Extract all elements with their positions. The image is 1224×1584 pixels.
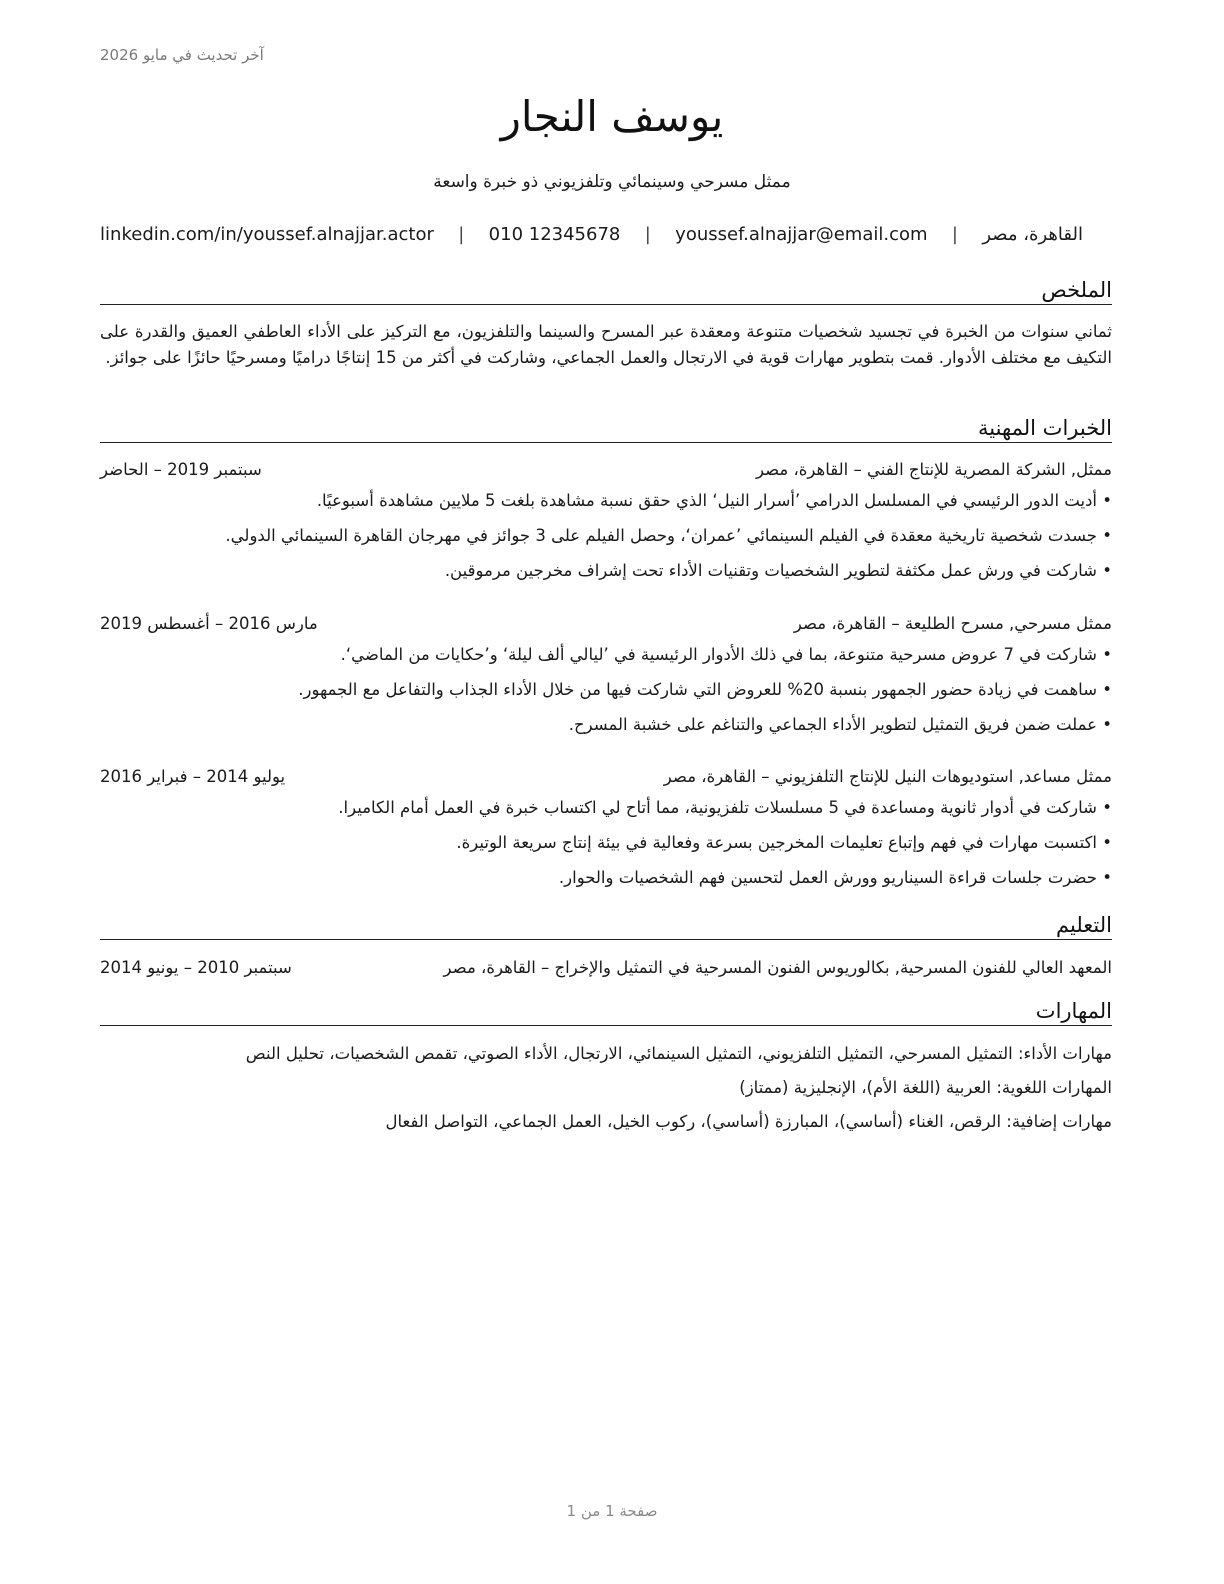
contact-separator: | (458, 224, 465, 245)
education-dates: سبتمبر 2010 – يونيو 2014 (100, 958, 292, 977)
contact-separator: | (951, 224, 958, 245)
candidate-tagline: ممثل مسرحي وسينمائي وتلفزيوني ذو خبرة واسعة (433, 172, 791, 192)
experience-bullet: • ساهمت في زيادة حضور الجمهور بنسبة 20% للعروض التي شاركت فيها من خلال الأداء الجذاب والتفاعل مع الجمهور. (100, 679, 1112, 701)
skills-line: مهارات الأداء: التمثيل المسرحي، التمثيل التلفزيوني، التمثيل السينمائي، الارتجال، الأداء الصوتي، تقمص الشخصيات، تحليل النص (245, 1044, 1112, 1063)
experience-dates: مارس 2016 – أغسطس 2019 (100, 614, 318, 633)
contact-location: القاهرة، مصر (982, 224, 1083, 245)
experience-dates: يوليو 2014 – فبراير 2016 (100, 767, 286, 786)
experience-header (100, 613, 1112, 635)
experience-title: ممثل, الشركة المصرية للإنتاج الفني – القاهرة، مصر (755, 460, 1112, 479)
education-entry (100, 957, 1112, 979)
experience-bullet: • شاركت في أدوار ثانوية ومساعدة في 5 مسلسلات تلفزيونية، مما أتاح لي اكتساب خبرة في العمل أمام الكاميرا. (100, 797, 1112, 819)
experience-bullet: • شاركت في 7 عروض مسرحية متنوعة، بما في ذلك الأدوار الرئيسية في ’ليالي ألف ليلة‘ و’حكايات من الماضي‘. (100, 644, 1112, 666)
experience-bullet: • جسدت شخصية تاريخية معقدة في الفيلم السينمائي ’عمران‘، وحصل الفيلم على 3 جوائز في مهرجان القاهرة السينمائي الدولي. (100, 525, 1112, 547)
experience-title: ممثل مساعد, استوديوهات النيل للإنتاج التلفزيوني – القاهرة، مصر (663, 767, 1112, 786)
contact-phone[interactable]: 010 12345678 (488, 224, 621, 245)
section-title-skills: المهارات (100, 998, 1112, 1026)
experience-dates: سبتمبر 2019 – الحاضر (100, 460, 262, 479)
skills-line: مهارات إضافية: الرقص، الغناء (أساسي)، المبارزة (أساسي)، ركوب الخيل، العمل الجماعي، التواصل الفعال (385, 1112, 1112, 1131)
experience-bullet: • اكتسبت مهارات في فهم وإتباع تعليمات المخرجين بسرعة وفعالية في بيئة إنتاج سريعة الوتيرة. (100, 832, 1112, 854)
experience-title: ممثل مسرحي, مسرح الطليعة – القاهرة، مصر (793, 614, 1112, 633)
contact-line (100, 224, 1083, 245)
candidate-name: يوسف النجار (500, 92, 724, 141)
experience-bullet: • حضرت جلسات قراءة السيناريو وورش العمل لتحسين فهم الشخصيات والحوار. (100, 867, 1112, 889)
contact-linkedin[interactable]: linkedin.com/in/youssef.alnajjar.actor (100, 224, 434, 245)
skills-line: المهارات اللغوية: العربية (اللغة الأم)، الإنجليزية (ممتاز) (739, 1078, 1112, 1097)
page-number: صفحة 1 من 1 (566, 1502, 658, 1520)
experience-bullet: • عملت ضمن فريق التمثيل لتطوير الأداء الجماعي والتناغم على خشبة المسرح. (100, 714, 1112, 736)
summary-text: ثماني سنوات من الخبرة في تجسيد شخصيات متنوعة ومعقدة عبر المسرح والسينما والتلفزيون، مع التركيز على الأداء العاطفي العميق والقدرة على التكيف مع مختلف الأدوار. قمت بتطوير مهارات قوية في الارتجال والعمل الجماعي، وشاركت في أكثر من 15 إنتاجًا دراميًا ومسرحيًا حائزًا على جوائز. (100, 322, 1112, 367)
section-title-experience: الخبرات المهنية (100, 415, 1112, 443)
last-updated-note: آخر تحديث في مايو 2026 (100, 46, 264, 64)
experience-bullet: • شاركت في ورش عمل مكثفة لتطوير الشخصيات وتقنيات الأداء تحت إشراف مخرجين مرموقين. (100, 560, 1112, 582)
section-title-summary: الملخص (100, 277, 1112, 305)
section-title-education: التعليم (100, 912, 1112, 940)
contact-separator: | (644, 224, 651, 245)
experience-header (100, 766, 1112, 788)
contact-email[interactable]: youssef.alnajjar@email.com (675, 224, 928, 245)
experience-bullet: • أديت الدور الرئيسي في المسلسل الدرامي ’أسرار النيل‘ الذي حقق نسبة مشاهدة بلغت 5 ملايين مشاهدة أسبوعيًا. (100, 490, 1112, 512)
experience-header (100, 459, 1112, 481)
education-title: المعهد العالي للفنون المسرحية, بكالوريوس الفنون المسرحية في التمثيل والإخراج – القاهرة، مصر (443, 958, 1112, 977)
